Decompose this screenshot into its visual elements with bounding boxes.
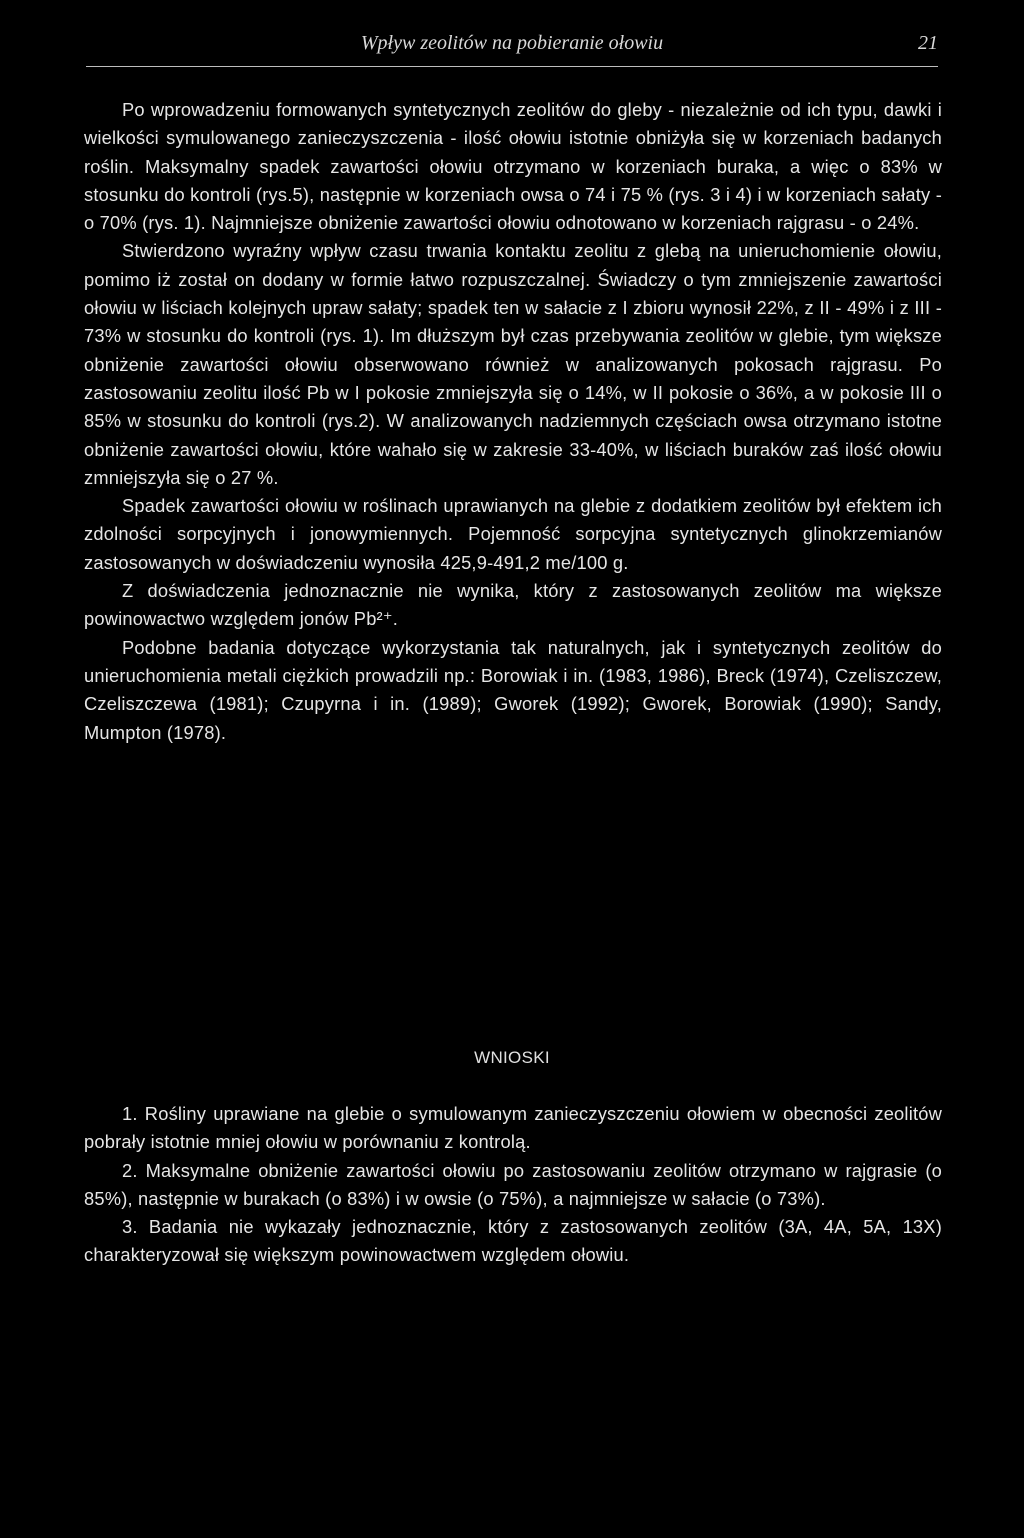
paragraph: Spadek zawartości ołowiu w roślinach uprawianych na glebie z dodatkiem zeolitów był efektem ich zdolności sorpcyjnych i jonowymiennych. Pojemność sorpcyjna syntetycznych glinokrzemianów zastosowanych w doświadczeniu wynosiła 425,9-491,2 me/100 g.	[84, 495, 942, 573]
paragraph: Stwierdzono wyraźny wpływ czasu trwania kontaktu zeolitu z glebą na unieruchomienie ołowiu, pomimo iż został on dodany w formie łatwo rozpuszczalnej. Świadczy o tym zmniejszenie zawartości ołowiu w liściach kolejnych upraw sałaty; spadek ten w sałacie z I zbioru wynosił 22%, z II - 49% i z III - 73% w stosunku do kontroli (rys. 1). Im dłuższym był czas przebywania zeolitów w glebie, tym większe obniżenie zawartości ołowiu obserwowano również w analizowanych pokosach rajgrasu. Po zastosowaniu zeolitu ilość Pb w I pokosie zmniejszyła się o 14%, w II pokosie o 36%, a w pokosie III o 85% w stosunku do kontroli (rys.2). W analizowanych nadziemnych częściach owsa otrzymano istotne obniżenie zawartości ołowiu, które wahało się w zakresie 33-40%, w liściach buraków zaś ilość ołowiu zmniejszyła się o 27 %.	[84, 240, 942, 488]
paragraph: Z doświadczenia jednoznacznie nie wynika, który z zastosowanych zeolitów ma większe powinowactwo względem jonów Pb²⁺.	[84, 580, 942, 630]
body-text	[84, 96, 942, 747]
conclusion-item: 3. Badania nie wykazały jednoznacznie, który z zastosowanych zeolitów (3A, 4A, 5A, 13X) charakteryzował się większym powinowactwem względem ołowiu.	[84, 1216, 942, 1266]
paragraph: Podobne badania dotyczące wykorzystania tak naturalnych, jak i syntetycznych zeolitów do unieruchomienia metali ciężkich prowadzili np.: Borowiak i in. (1983, 1986), Breck (1974), Czeliszczew, Czeliszczewa (1981); Czupyrna i in. (1989); Gworek (1992); Gworek, Borowiak (1990); Sandy, Mumpton (1978).	[84, 636, 942, 743]
running-title: Wpływ zeolitów na pobieranie ołowiu	[360, 32, 664, 54]
running-header	[86, 32, 938, 62]
paragraph: Po wprowadzeniu formowanych syntetycznych zeolitów do gleby - niezależnie od ich typu, dawki i wielkości symulowanego zanieczyszczenia - ilość ołowiu istotnie obniżyła się w korzeniach badanych roślin. Maksymalny spadek zawartości ołowiu otrzymano w korzeniach buraka, a więc o 83% w stosunku do kontroli (rys.5), następnie w korzeniach owsa o 74 i 75 % (rys. 3 i 4) i w korzeniach sałaty - o 70% (rys. 1). Najmniejsze obniżenie zawartości ołowiu odnotowano w korzeniach rajgrasu - o 24%.	[84, 99, 942, 234]
section-heading: WNIOSKI	[474, 1048, 550, 1067]
conclusion-item: 1. Rośliny uprawiane na glebie o symulowanym zanieczyszczeniu ołowiem w obecności zeolitów pobrały istotnie mniej ołowiu w porównaniu z kontrolą.	[84, 1103, 942, 1153]
header-rule	[86, 66, 938, 67]
conclusions-list	[84, 1100, 942, 1270]
conclusion-item: 2. Maksymalne obniżenie zawartości ołowiu po zastosowaniu zeolitów otrzymano w rajgrasie (o 85%), następnie w burakach (o 83%) i w owsie (o 75%), a najmniejsze w sałacie (o 73%).	[84, 1159, 942, 1209]
page-number: 21	[918, 32, 938, 54]
